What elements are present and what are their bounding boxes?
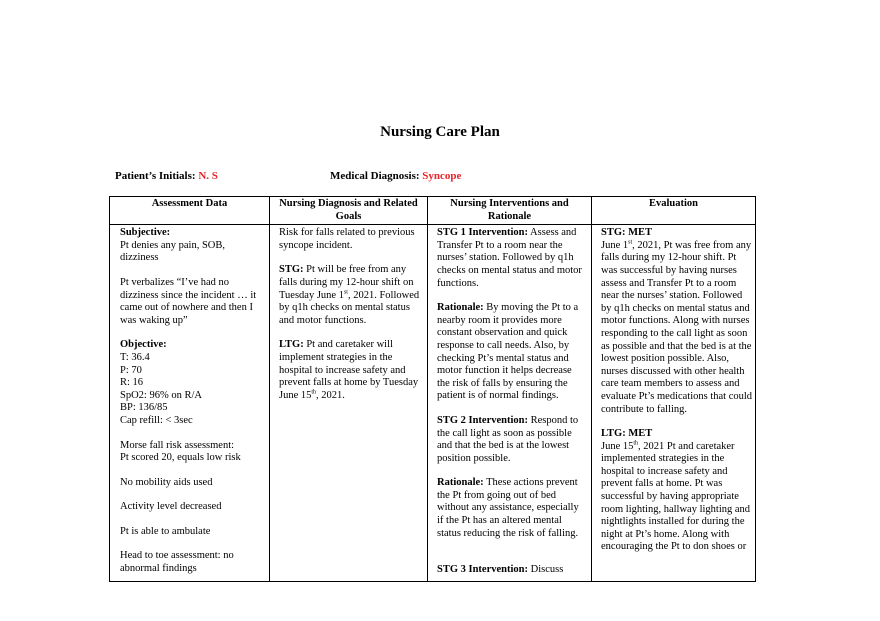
risk-diagnosis: Risk for falls related to previous syncope incident.: [279, 227, 415, 251]
objective-label: Objective:: [120, 339, 167, 351]
table-row: [110, 225, 756, 582]
head-to-toe: Head to toe assessment: no abnormal findings: [120, 550, 234, 575]
morse-score: Pt scored 20, equals low risk: [120, 452, 241, 464]
vital-resp: R: 16: [120, 377, 144, 389]
vital-pulse: P: 70: [120, 364, 142, 376]
header-assessment: Assessment Data: [110, 197, 270, 225]
table-header-row: [110, 197, 756, 225]
ltg-met: LTG: MET: [601, 428, 653, 440]
medical-diagnosis-label: Medical Diagnosis:: [330, 170, 420, 182]
patient-initials-value: N. S: [198, 170, 218, 182]
rationale-1: Rationale: By moving the Pt to a nearby room it provides more constant observation and quick response to call needs. Also, by checking Pt’s mental status and motor function it helps decrease the risk of falls by ensuring the patient is of normal findings.: [437, 302, 579, 402]
vital-bp: BP: 136/85: [120, 402, 168, 414]
vital-temp: T: 36.4: [120, 351, 150, 363]
medical-diagnosis: [330, 170, 461, 182]
header-evaluation: Evaluation: [592, 197, 756, 225]
stg3-intervention: STG 3 Intervention: Discuss: [437, 564, 564, 576]
medical-diagnosis-value: Syncope: [422, 170, 462, 182]
activity-level: Activity level decreased: [120, 501, 222, 513]
stg1-intervention: STG 1 Intervention: Assess and Transfer Pt to a room near the nurses’ station. Followed by q1h checks on mental status and motor functions.: [437, 227, 582, 289]
diagnosis-ltg: LTG: Pt and caretaker will implement strategies in the hospital to increase safety and prevent falls at home by Tuesday June 15th, 2021.: [279, 339, 419, 401]
stg-evaluation: June 1st, 2021, Pt was free from any falls during my 12-hour shift. Pt was successful by having nurses assess and Transfer Pt to a room near the nurses’ station. Followed by q1h checks on mental status and motor functions. Along with nurses responding to the call light as soon as possible and that the bed is at the lowest position possible. Also, nurses discussed with other health care team members to assess and evaluate Pt’s medications that could contribute to falling.: [601, 239, 753, 415]
diagnosis-cell: [270, 225, 428, 582]
stg2-intervention: STG 2 Intervention: Respond to the call light as soon as possible and that the bed is at the lowest position possible.: [437, 414, 579, 464]
cap-refill: Cap refill: < 3sec: [120, 414, 193, 426]
patient-initials-label: Patient’s Initials:: [115, 170, 196, 182]
mobility-aids: No mobility aids used: [120, 476, 213, 488]
interventions-cell: [428, 225, 592, 582]
subjective-label: Subjective:: [120, 227, 171, 239]
patient-initials: [115, 170, 218, 182]
subjective-1: Pt denies any pain, SOB, dizziness: [120, 239, 225, 264]
rationale-2: Rationale: These actions prevent the Pt from going out of bed without any assistance, especially if the Pt has an altered mental status reducing the risk of falling.: [437, 477, 579, 539]
ltg-evaluation: June 15th, 2021 Pt and caretaker implemented strategies in the hospital to increase safety and prevent falls at home. Pt was successful by having appropriate room lighting, hallway lighting and nightlights installed for during the night at Pt’s home. Along with encouraging the Pt to don shoes or: [601, 440, 751, 553]
page-title: Nursing Care Plan: [380, 124, 500, 140]
assessment-cell: [110, 225, 270, 582]
header-diagnosis: Nursing Diagnosis and Related Goals: [270, 197, 428, 225]
morse-label: Morse fall risk assessment:: [120, 439, 235, 451]
care-plan-table: [109, 196, 756, 582]
diagnosis-stg: STG: Pt will be free from any falls during my 12-hour shift on Tuesday June 1st, 2021. Followed by q1h checks on mental status and motor functions.: [279, 264, 420, 326]
vital-spo2: SpO2: 96% on R/A: [120, 389, 202, 401]
ambulate: Pt is able to ambulate: [120, 525, 211, 537]
header-interventions: Nursing Interventions and Rationale: [428, 197, 592, 225]
stg-met: STG: MET: [601, 227, 653, 239]
evaluation-cell: [592, 225, 756, 582]
subjective-2: Pt verbalizes “I’ve had no dizziness since the incident … it came out of nowhere and then I was waking up”: [120, 276, 257, 326]
